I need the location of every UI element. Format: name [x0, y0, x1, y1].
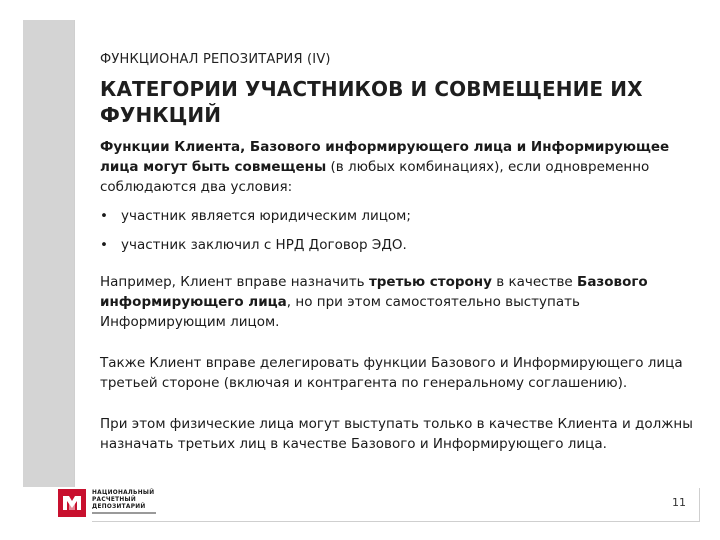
intro-bold: Функции Клиента, Базового информирующего лица и Информирующее лица могут быть совмещены: [100, 139, 670, 175]
slide-title-line2: ФУНКЦИЙ: [100, 103, 222, 127]
page-number: 11: [672, 496, 686, 509]
slide-border-line: [74, 20, 75, 487]
org-name-line1: НАЦИОНАЛЬНЫЙ: [92, 490, 155, 496]
bullet-icon: •: [100, 208, 108, 224]
para1-text2: в качестве: [491, 274, 578, 290]
intro-paragraph: [100, 137, 700, 197]
condition-text: участник является юридическим лицом;: [121, 208, 411, 224]
para1-bold2: Базового информирующего лица: [100, 274, 648, 310]
delegation-paragraph: Также Клиент вправе делегировать функции Базового и Информирующего лица третьей стороне (включая и контрагента по генеральному соглашению).: [100, 355, 683, 391]
org-name: [92, 490, 154, 511]
slide-title-line1: КАТЕГОРИИ УЧАСТНИКОВ И СОВМЕЩЕНИЕ ИХ: [100, 77, 643, 101]
slide-title: [100, 76, 700, 128]
para1-text3: , но при этом самостоятельно выступать Информирующим лицом.: [100, 294, 580, 330]
para1-bold1: третью сторону: [368, 274, 492, 290]
nsd-logo-icon: [58, 489, 86, 517]
org-name-line3: ДЕПОЗИТАРИЙ: [92, 504, 146, 510]
sidebar-decoration: [23, 20, 74, 487]
org-name-line2: РАСЧЕТНЫЙ: [92, 497, 136, 503]
example-paragraph: [100, 272, 700, 332]
list-item: [100, 235, 700, 255]
list-item: [100, 206, 700, 226]
conditions-list: [100, 206, 700, 255]
individuals-paragraph: При этом физические лица могут выступать только в качестве Клиента и должны назначать третьих лиц в качестве Базового и Информирующего лица.: [100, 416, 693, 452]
footer-border-line: [92, 521, 700, 522]
intro-rest: (в любых комбинациях), если одновременно соблюдаются два условия:: [100, 159, 650, 195]
bullet-icon: •: [100, 237, 108, 253]
org-subtitle-bar: [92, 512, 156, 514]
slide-content: [100, 52, 700, 454]
footer-border-right-line: [699, 488, 700, 522]
condition-text: участник заключил с НРД Договор ЭДО.: [121, 237, 407, 253]
slide-header: ФУНКЦИОНАЛ РЕПОЗИТАРИЯ (IV): [100, 52, 331, 67]
para1-text1: Например, Клиент вправе назначить: [100, 274, 369, 290]
